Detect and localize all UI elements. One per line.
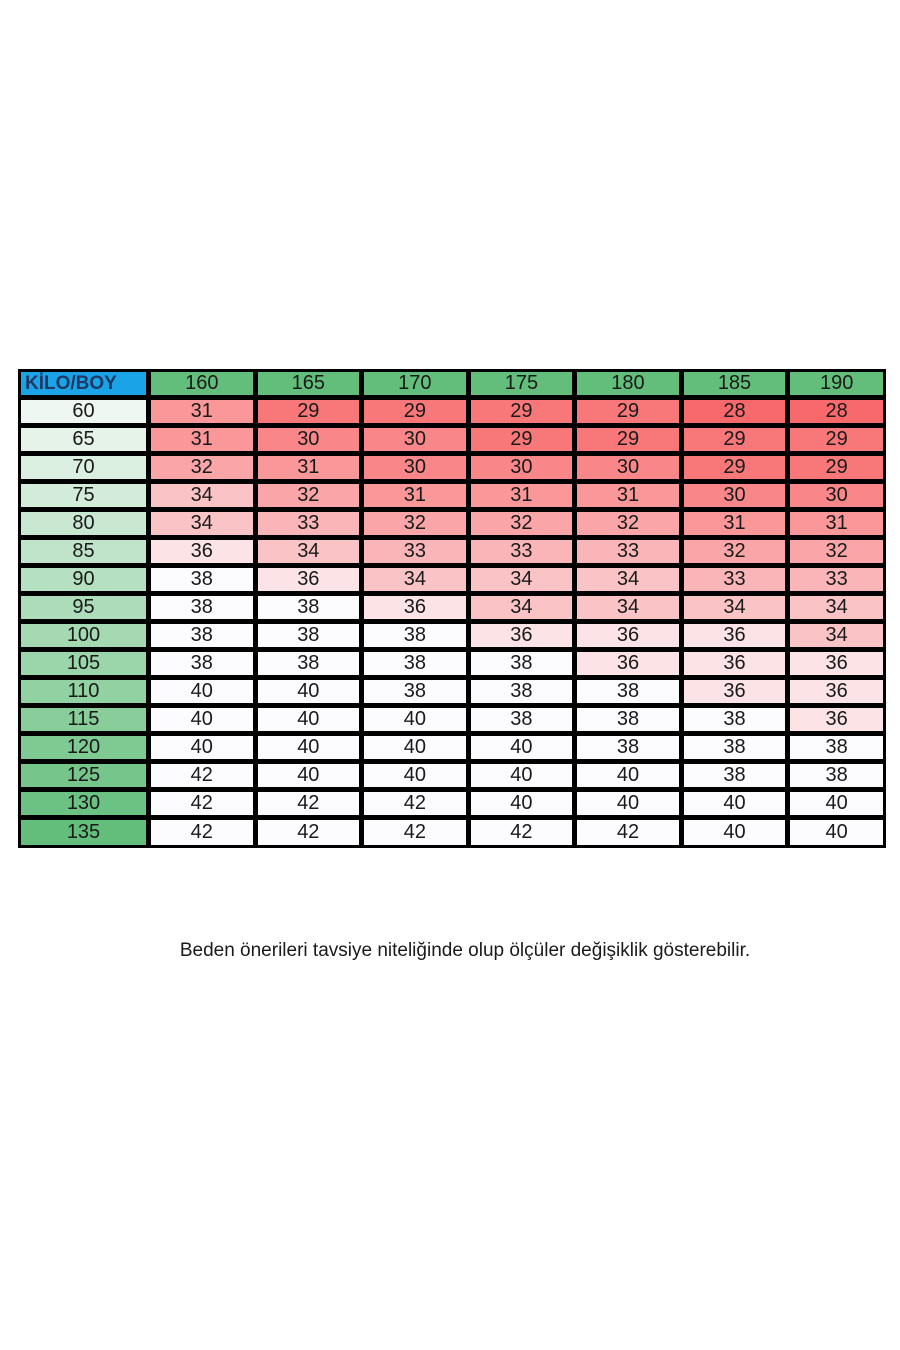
- size-cell: 31: [577, 484, 684, 512]
- size-cell: 34: [471, 596, 578, 624]
- size-cell: 31: [151, 428, 258, 456]
- size-cell: 36: [790, 652, 883, 680]
- size-cell: 38: [684, 708, 791, 736]
- size-cell: 40: [364, 736, 471, 764]
- size-chart-table: [18, 369, 886, 848]
- size-cell: 36: [684, 624, 791, 652]
- size-cell: 38: [471, 708, 578, 736]
- weight-cell: 135: [21, 820, 151, 845]
- size-cell: 38: [790, 736, 883, 764]
- table-row: [21, 792, 883, 820]
- size-cell: 38: [258, 624, 365, 652]
- size-cell: 40: [471, 764, 578, 792]
- weight-cell: 60: [21, 400, 151, 428]
- size-cell: 36: [364, 596, 471, 624]
- size-cell: 33: [684, 568, 791, 596]
- size-cell: 34: [364, 568, 471, 596]
- size-cell: 38: [684, 736, 791, 764]
- size-cell: 40: [258, 764, 365, 792]
- size-cell: 32: [258, 484, 365, 512]
- size-cell: 31: [684, 512, 791, 540]
- size-cell: 31: [151, 400, 258, 428]
- size-cell: 40: [790, 792, 883, 820]
- size-cell: 40: [258, 708, 365, 736]
- height-header-row: [21, 372, 883, 400]
- size-cell: 30: [471, 456, 578, 484]
- size-cell: 42: [151, 820, 258, 845]
- size-cell: 29: [471, 428, 578, 456]
- size-cell: 40: [151, 708, 258, 736]
- table-row: [21, 596, 883, 624]
- size-cell: 38: [471, 652, 578, 680]
- size-cell: 42: [258, 820, 365, 845]
- size-cell: 28: [684, 400, 791, 428]
- size-cell: 31: [790, 512, 883, 540]
- size-cell: 40: [151, 736, 258, 764]
- height-header-cell: 160: [151, 372, 258, 400]
- size-cell: 38: [151, 568, 258, 596]
- weight-cell: 65: [21, 428, 151, 456]
- table-row: [21, 820, 883, 845]
- size-cell: 36: [790, 680, 883, 708]
- size-cell: 38: [151, 624, 258, 652]
- size-cell: 34: [258, 540, 365, 568]
- table-row: [21, 764, 883, 792]
- size-cell: 34: [577, 596, 684, 624]
- size-cell: 38: [577, 680, 684, 708]
- size-cell: 40: [577, 764, 684, 792]
- size-cell: 42: [364, 792, 471, 820]
- size-cell: 40: [684, 820, 791, 845]
- size-cell: 42: [151, 764, 258, 792]
- height-header-cell: 185: [684, 372, 791, 400]
- size-cell: 38: [790, 764, 883, 792]
- size-cell: 30: [364, 428, 471, 456]
- weight-cell: 110: [21, 680, 151, 708]
- height-header-cell: 165: [258, 372, 365, 400]
- size-cell: 34: [790, 596, 883, 624]
- size-cell: 36: [684, 652, 791, 680]
- size-cell: 40: [577, 792, 684, 820]
- size-cell: 33: [790, 568, 883, 596]
- size-cell: 42: [471, 820, 578, 845]
- size-cell: 38: [684, 764, 791, 792]
- weight-cell: 70: [21, 456, 151, 484]
- size-cell: 28: [790, 400, 883, 428]
- size-cell: 38: [258, 652, 365, 680]
- height-header-cell: 180: [577, 372, 684, 400]
- size-cell: 30: [258, 428, 365, 456]
- size-cell: 32: [471, 512, 578, 540]
- size-cell: 30: [790, 484, 883, 512]
- height-header-cell: 190: [790, 372, 883, 400]
- size-cell: 40: [684, 792, 791, 820]
- size-cell: 30: [684, 484, 791, 512]
- size-cell: 34: [151, 512, 258, 540]
- size-cell: 31: [471, 484, 578, 512]
- size-cell: 38: [471, 680, 578, 708]
- size-cell: 42: [151, 792, 258, 820]
- size-cell: 40: [258, 736, 365, 764]
- height-header-cell: 170: [364, 372, 471, 400]
- table-row: [21, 624, 883, 652]
- size-cell: 29: [790, 428, 883, 456]
- size-cell: 32: [790, 540, 883, 568]
- size-cell: 36: [577, 624, 684, 652]
- size-cell: 33: [258, 512, 365, 540]
- size-cell: 38: [364, 624, 471, 652]
- size-cell: 29: [577, 428, 684, 456]
- size-cell: 29: [258, 400, 365, 428]
- size-cell: 32: [577, 512, 684, 540]
- table-row: [21, 680, 883, 708]
- size-cell: 31: [364, 484, 471, 512]
- size-cell: 29: [684, 456, 791, 484]
- size-cell: 34: [684, 596, 791, 624]
- size-cell: 32: [151, 456, 258, 484]
- table-row: [21, 540, 883, 568]
- size-cell: 40: [151, 680, 258, 708]
- size-cell: 29: [364, 400, 471, 428]
- size-cell: 38: [258, 596, 365, 624]
- size-cell: 29: [790, 456, 883, 484]
- size-cell: 34: [151, 484, 258, 512]
- size-cell: 40: [471, 792, 578, 820]
- size-cell: 33: [577, 540, 684, 568]
- height-header-cell: 175: [471, 372, 578, 400]
- size-cell: 38: [364, 680, 471, 708]
- size-cell: 30: [577, 456, 684, 484]
- weight-cell: 115: [21, 708, 151, 736]
- size-cell: 40: [364, 764, 471, 792]
- size-cell: 29: [471, 400, 578, 428]
- size-cell: 32: [684, 540, 791, 568]
- weight-cell: 85: [21, 540, 151, 568]
- size-cell: 38: [151, 596, 258, 624]
- size-cell: 36: [577, 652, 684, 680]
- weight-cell: 125: [21, 764, 151, 792]
- size-cell: 34: [577, 568, 684, 596]
- size-cell: 36: [790, 708, 883, 736]
- size-cell: 29: [577, 400, 684, 428]
- size-cell: 33: [471, 540, 578, 568]
- table-row: [21, 456, 883, 484]
- size-cell: 40: [258, 680, 365, 708]
- corner-label: KİLO/BOY: [21, 372, 151, 400]
- table-row: [21, 708, 883, 736]
- size-cell: 33: [364, 540, 471, 568]
- size-cell: 29: [684, 428, 791, 456]
- weight-cell: 130: [21, 792, 151, 820]
- table-row: [21, 428, 883, 456]
- size-cell: 40: [364, 708, 471, 736]
- weight-cell: 120: [21, 736, 151, 764]
- size-cell: 42: [364, 820, 471, 845]
- size-cell: 31: [258, 456, 365, 484]
- size-cell: 36: [258, 568, 365, 596]
- table-row: [21, 568, 883, 596]
- size-cell: 40: [790, 820, 883, 845]
- size-cell: 42: [577, 820, 684, 845]
- weight-cell: 90: [21, 568, 151, 596]
- weight-cell: 105: [21, 652, 151, 680]
- table-row: [21, 484, 883, 512]
- size-cell: 34: [471, 568, 578, 596]
- size-cell: 38: [577, 708, 684, 736]
- size-cell: 42: [258, 792, 365, 820]
- table-row: [21, 400, 883, 428]
- size-cell: 30: [364, 456, 471, 484]
- weight-cell: 95: [21, 596, 151, 624]
- weight-cell: 75: [21, 484, 151, 512]
- table-row: [21, 512, 883, 540]
- table-row: [21, 652, 883, 680]
- size-cell: 32: [364, 512, 471, 540]
- weight-cell: 80: [21, 512, 151, 540]
- size-cell: 38: [151, 652, 258, 680]
- size-cell: 36: [684, 680, 791, 708]
- weight-cell: 100: [21, 624, 151, 652]
- size-cell: 34: [790, 624, 883, 652]
- size-cell: 36: [471, 624, 578, 652]
- size-cell: 38: [364, 652, 471, 680]
- size-cell: 38: [577, 736, 684, 764]
- disclaimer-text: Beden önerileri tavsiye niteliğinde olup ölçüler değişiklik gösterebilir.: [179, 940, 751, 961]
- size-cell: 36: [151, 540, 258, 568]
- table-row: [21, 736, 883, 764]
- size-cell: 40: [471, 736, 578, 764]
